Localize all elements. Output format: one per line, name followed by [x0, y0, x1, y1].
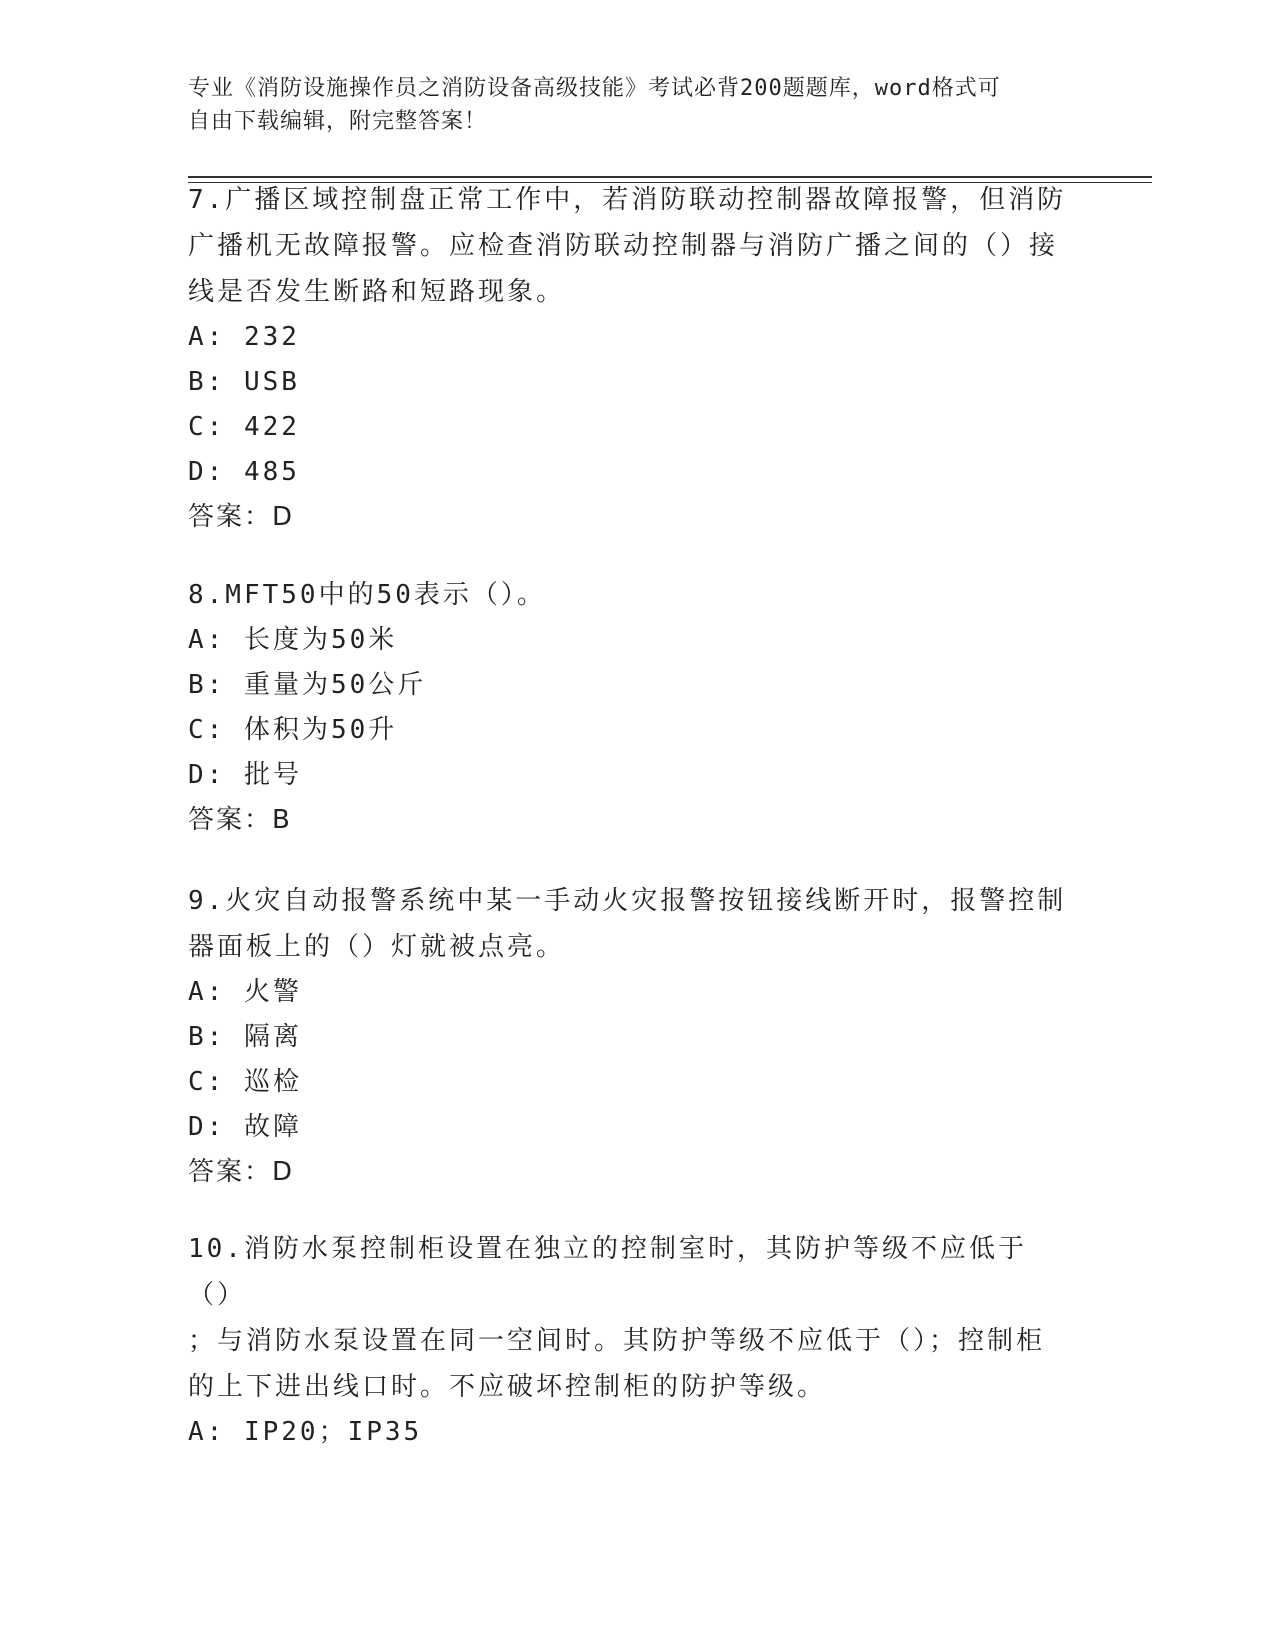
question-stem-line: 广播机无故障报警。应检查消防联动控制器与消防广播之间的（）接: [188, 231, 1059, 261]
option-a: A: 火警: [188, 977, 302, 1007]
question-stem-line: ；与消防水泵设置在同一空间时。其防护等级不应低于（）；控制柜: [188, 1326, 1046, 1356]
question-stem-line: 8.MFT50中的50表示（）。: [188, 580, 546, 610]
option-b: B: 重量为50公斤: [188, 670, 427, 700]
question-stem-line: 10.消防水泵控制柜设置在独立的控制室时，其防护等级不应低于（）: [188, 1234, 1027, 1310]
document-header: [188, 72, 1088, 138]
question-10: [188, 1226, 1068, 1455]
option-c: C: 巡检: [188, 1067, 302, 1097]
option-c: C: 体积为50升: [188, 715, 398, 745]
header-line-1: 专业《消防设施操作员之消防设备高级技能》考试必背200题题库，word格式可: [188, 76, 1001, 101]
answer: 答案：B: [188, 805, 292, 835]
option-a: A: IP20；IP35: [188, 1417, 423, 1447]
question-9: [188, 878, 1068, 1195]
option-c: C: 422: [188, 412, 300, 442]
option-d: D: 批号: [188, 760, 302, 790]
question-stem-line: 的上下进出线口时。不应破坏控制柜的防护等级。: [188, 1372, 827, 1402]
answer: 答案：D: [188, 502, 295, 532]
question-stem-line: 线是否发生断路和短路现象。: [188, 277, 566, 307]
question-8: [188, 572, 1068, 843]
option-b: B: USB: [188, 367, 300, 397]
answer: 答案：D: [188, 1157, 295, 1187]
option-b: B: 隔离: [188, 1022, 302, 1052]
question-stem-line: 器面板上的（）灯就被点亮。: [188, 932, 566, 962]
question-stem-line: 7.广播区域控制盘正常工作中，若消防联动控制器故障报警，但消防: [188, 185, 1067, 215]
option-d: D: 故障: [188, 1112, 302, 1142]
question-stem-line: 9.火灾自动报警系统中某一手动火灾报警按钮接线断开时，报警控制: [188, 886, 1067, 916]
option-a: A: 232: [188, 322, 300, 352]
header-line-2: 自由下载编辑，附完整答案！: [188, 109, 488, 134]
option-a: A: 长度为50米: [188, 625, 398, 655]
question-7: [188, 177, 1068, 540]
option-d: D: 485: [188, 457, 300, 487]
